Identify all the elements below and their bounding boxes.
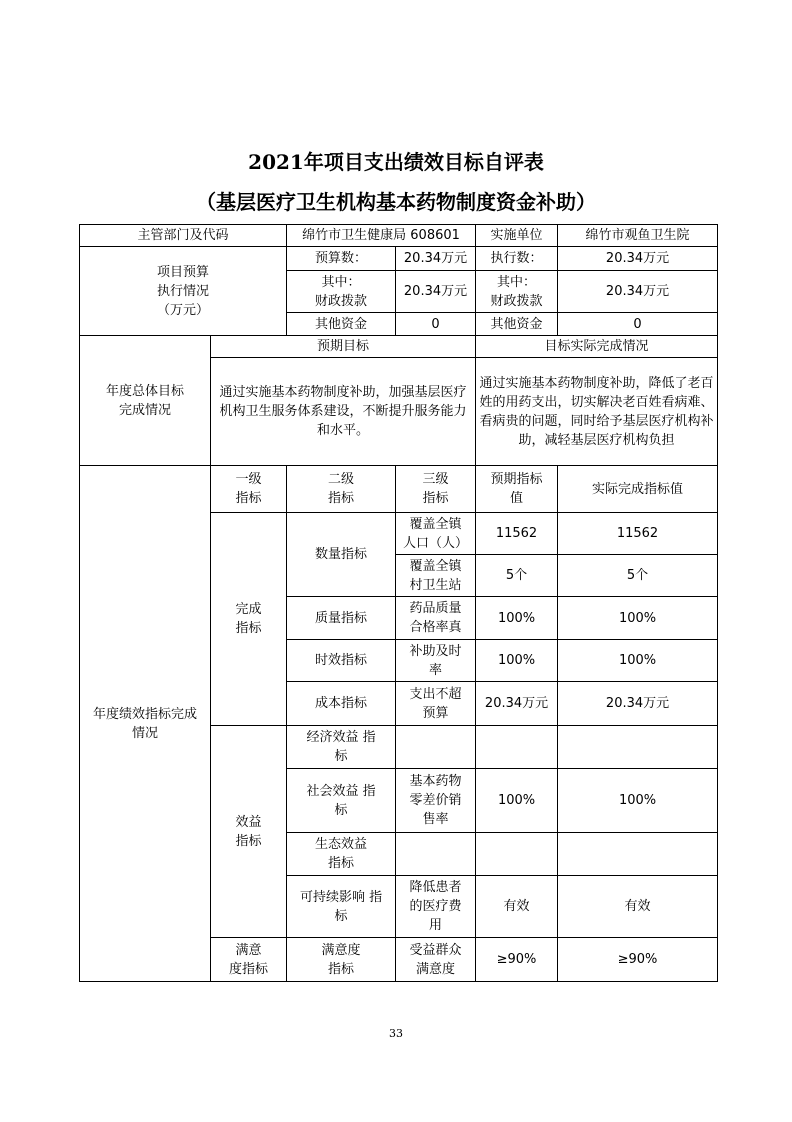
goal-label: 年度总体目标 完成情况 [80, 336, 211, 466]
actual-value: 有效 [558, 876, 718, 938]
expected-value: 11562 [476, 513, 558, 555]
fiscal-budget-label: 其中： 财政拨款 [287, 271, 396, 313]
indicator-name: 降低患者 的医疗费 用 [396, 876, 476, 938]
indicator-name: 药品质量 合格率真 [396, 597, 476, 640]
sustainable-impact-indicator: 可持续影响 指 标 [287, 876, 396, 938]
indicator-name: 基本药物 零差价销 售率 [396, 769, 476, 833]
actual-value: 5个 [558, 555, 718, 597]
expected-value: 100% [476, 769, 558, 833]
expected-value: 5个 [476, 555, 558, 597]
expected-goal-text: 通过实施基本药物制度补助，加强基层医疗机构卫生服务体系建设，不断提升服务能力和水平。 [211, 358, 476, 466]
quantity-indicator: 数量指标 [287, 513, 396, 597]
page-subtitle: （基层医疗卫生机构基本药物制度资金补助） [196, 190, 596, 214]
actual-value: 11562 [558, 513, 718, 555]
actual-value [558, 833, 718, 876]
level1-header: 一级 指标 [211, 466, 287, 513]
actual-value: 20.34万元 [558, 682, 718, 726]
cost-indicator: 成本指标 [287, 682, 396, 726]
actual-value [558, 726, 718, 769]
economic-benefit-indicator: 经济效益 指 标 [287, 726, 396, 769]
indicator-name: 补助及时 率 [396, 640, 476, 682]
benefit-indicator-label: 效益 指标 [211, 726, 287, 938]
indicator-name: 覆盖全镇 人口（人） [396, 513, 476, 555]
level3-header: 三级 指标 [396, 466, 476, 513]
expected-value: 100% [476, 597, 558, 640]
other-exec-value: 0 [558, 313, 718, 336]
dept-value: 绵竹市卫生健康局 608601 [287, 225, 476, 247]
timeliness-indicator: 时效指标 [287, 640, 396, 682]
quality-indicator: 质量指标 [287, 597, 396, 640]
indicator-section-label: 年度绩效指标完成 情况 [80, 466, 211, 982]
page-number: 33 [389, 1027, 403, 1040]
table-row [80, 336, 718, 358]
fiscal-exec-value: 20.34万元 [558, 271, 718, 313]
other-budget-label: 其他资金 [287, 313, 396, 336]
budget-label: 项目预算 执行情况 （万元） [80, 247, 287, 336]
actual-goal-header: 目标实际完成情况 [476, 336, 718, 358]
budget-amount-value: 20.34万元 [396, 247, 476, 271]
dept-label: 主管部门及代码 [80, 225, 287, 247]
fiscal-exec-label: 其中： 财政拨款 [476, 271, 558, 313]
fiscal-budget-value: 20.34万元 [396, 271, 476, 313]
expected-value: 有效 [476, 876, 558, 938]
unit-value: 绵竹市观鱼卫生院 [558, 225, 718, 247]
budget-amount-label: 预算数： [287, 247, 396, 271]
actual-goal-text: 通过实施基本药物制度补助，降低了老百姓的用药支出，切实解决老百姓看病难、看病贵的问题，同时给予基层医疗机构补助，减轻基层医疗机构负担 [476, 358, 718, 466]
expected-goal-header: 预期目标 [211, 336, 476, 358]
output-indicator-label: 完成 指标 [211, 513, 287, 726]
expected-value-header: 预期指标 值 [476, 466, 558, 513]
table-row [80, 247, 718, 271]
ecological-benefit-indicator: 生态效益 指标 [287, 833, 396, 876]
expected-value: 20.34万元 [476, 682, 558, 726]
exec-amount-value: 20.34万元 [558, 247, 718, 271]
unit-label: 实施单位 [476, 225, 558, 247]
other-budget-value: 0 [396, 313, 476, 336]
table-row [80, 225, 718, 247]
indicator-name: 受益群众 满意度 [396, 938, 476, 982]
social-benefit-indicator: 社会效益 指 标 [287, 769, 396, 833]
actual-value: 100% [558, 597, 718, 640]
expected-value [476, 726, 558, 769]
other-exec-label: 其他资金 [476, 313, 558, 336]
self-evaluation-table [79, 224, 718, 982]
actual-value: ≥90% [558, 938, 718, 982]
satisfaction-indicator-label: 满意 度指标 [211, 938, 287, 982]
indicator-name: 支出不超 预算 [396, 682, 476, 726]
expected-value [476, 833, 558, 876]
indicator-name [396, 726, 476, 769]
level2-header: 二级 指标 [287, 466, 396, 513]
actual-value-header: 实际完成指标值 [558, 466, 718, 513]
indicator-name: 覆盖全镇 村卫生站 [396, 555, 476, 597]
actual-value: 100% [558, 769, 718, 833]
exec-amount-label: 执行数： [476, 247, 558, 271]
satisfaction-indicator: 满意度 指标 [287, 938, 396, 982]
table-row [80, 466, 718, 513]
page-title: 2021年项目支出绩效目标自评表 [248, 150, 544, 174]
actual-value: 100% [558, 640, 718, 682]
indicator-name [396, 833, 476, 876]
expected-value: 100% [476, 640, 558, 682]
expected-value: ≥90% [476, 938, 558, 982]
